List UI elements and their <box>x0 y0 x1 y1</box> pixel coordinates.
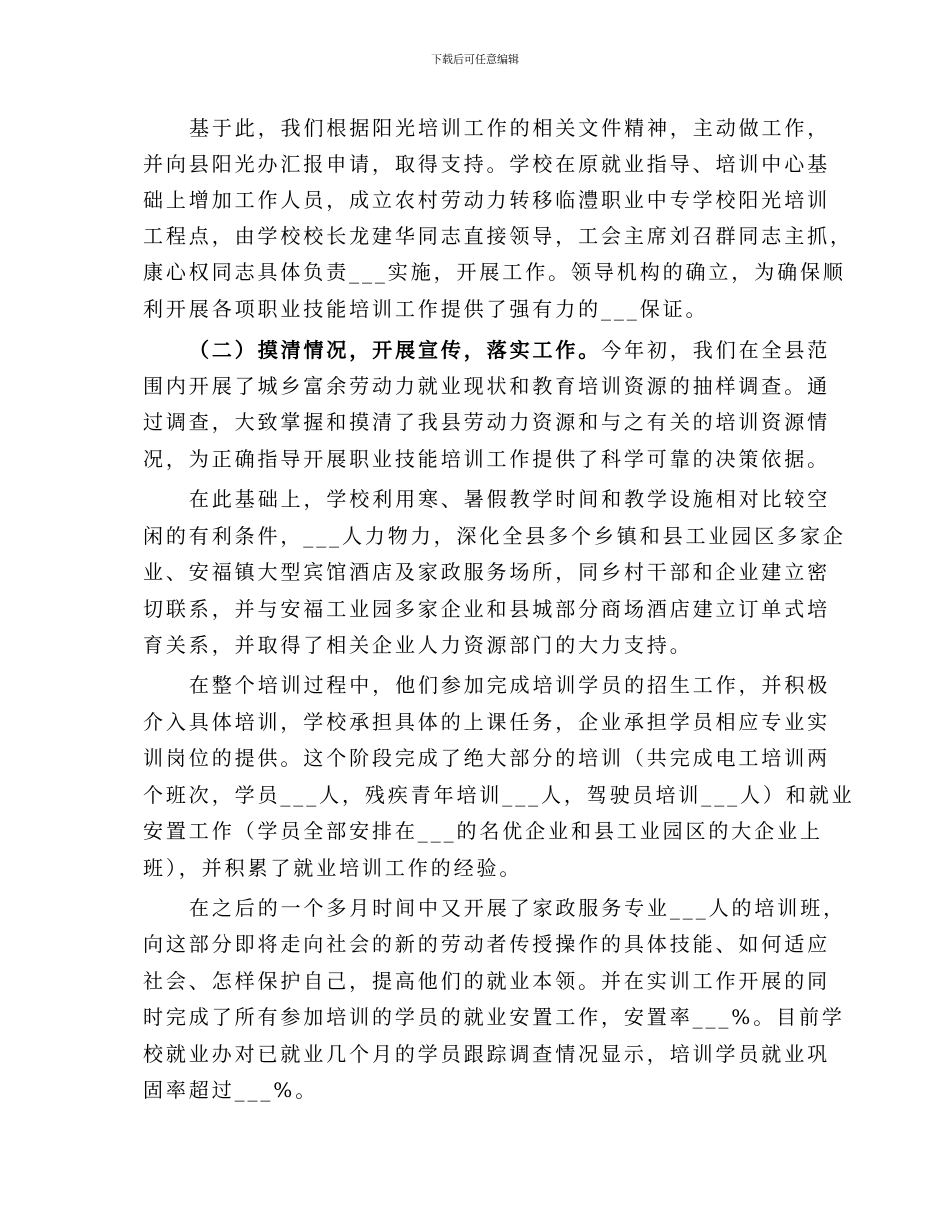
text-line: 围内开展了城乡富余劳动力就业现状和教育培训资源的抽样调查。通 <box>143 374 830 398</box>
text-line-rest: 今年初，我们在全县范 <box>601 338 831 362</box>
text-line: 工程点，由学校校长龙建华同志直接领导，工会主席刘召群同志主抓， <box>143 224 853 248</box>
text-line: 时完成了所有参加培训的学员的就业安置工作，安置率___%。目前学 <box>143 1005 845 1029</box>
text-line: 校就业办对已就业几个月的学员跟踪调查情况显示，培训学员就业巩 <box>143 1042 830 1066</box>
text-line: 基于此，我们根据阳光培训工作的相关文件精神，主动做工作， <box>189 116 831 140</box>
text-line: 在之后的一个多月时间中又开展了家政服务专业___人的培训班， <box>189 896 846 920</box>
text-line: 础上增加工作人员，成立农村劳动力转移临澧职业中专学校阳光培训 <box>143 188 830 212</box>
text-line: 固率超过___%。 <box>143 1078 319 1102</box>
text-line: 育关系，并取得了相关企业人力资源部门的大力支持。 <box>143 633 693 657</box>
text-line: 康心权同志具体负责___实施，开展工作。领导机构的确立，为确保顺 <box>143 260 846 284</box>
text-line: 训岗位的提供。这个阶段完成了绝大部分的培训（共完成电工培训两 <box>143 746 830 770</box>
text-line: 在整个培训过程中，他们参加完成培训学员的招生工作，并积极 <box>189 673 831 697</box>
text-line: 切联系，并与安福工业园多家企业和县城部分商场酒店建立订单式培 <box>143 597 830 621</box>
text-line: 在此基础上，学校利用寒、暑假教学时间和教学设施相对比较空 <box>189 487 831 511</box>
text-line: 过调查，大致掌握和摸清了我县劳动力资源和与之有关的培训资源情 <box>143 410 830 434</box>
text-line <box>189 335 831 365</box>
text-line: 利开展各项职业技能培训工作提供了强有力的___保证。 <box>143 297 709 321</box>
text-line: 安置工作（学员全部安排在___的名优企业和县工业园区的大企业上 <box>143 819 823 843</box>
text-line: 向这部分即将走向社会的新的劳动者传授操作的具体技能、如何适应 <box>143 932 830 956</box>
text-line: 社会、怎样保护自己，提高他们的就业本领。并在实训工作开展的同 <box>143 969 830 993</box>
text-line: 业、安福镇大型宾馆酒店及家政服务场所，同乡村干部和企业建立密 <box>143 560 830 584</box>
text-line: 介入具体培训，学校承担具体的上课任务，企业承担学员相应专业实 <box>143 710 830 734</box>
text-line: 并向县阳光办汇报申请，取得支持。学校在原就业指导、培训中心基 <box>143 152 830 176</box>
section-heading: （二）摸清情况，开展宣传，落实工作。 <box>189 338 602 362</box>
text-line: 个班次，学员___人，残疾青年培训___人，驾驶员培训___人）和就业 <box>143 783 855 807</box>
text-line: 班），并积累了就业培训工作的经验。 <box>143 856 523 880</box>
text-line: 况，为正确指导开展职业技能培训工作提供了科学可靠的决策依据。 <box>143 447 830 471</box>
text-line: 闲的有利条件，___人力物力，深化全县多个乡镇和县工业园区多家企 <box>143 524 846 548</box>
page-header: 下载后可任意编辑 <box>431 53 519 66</box>
